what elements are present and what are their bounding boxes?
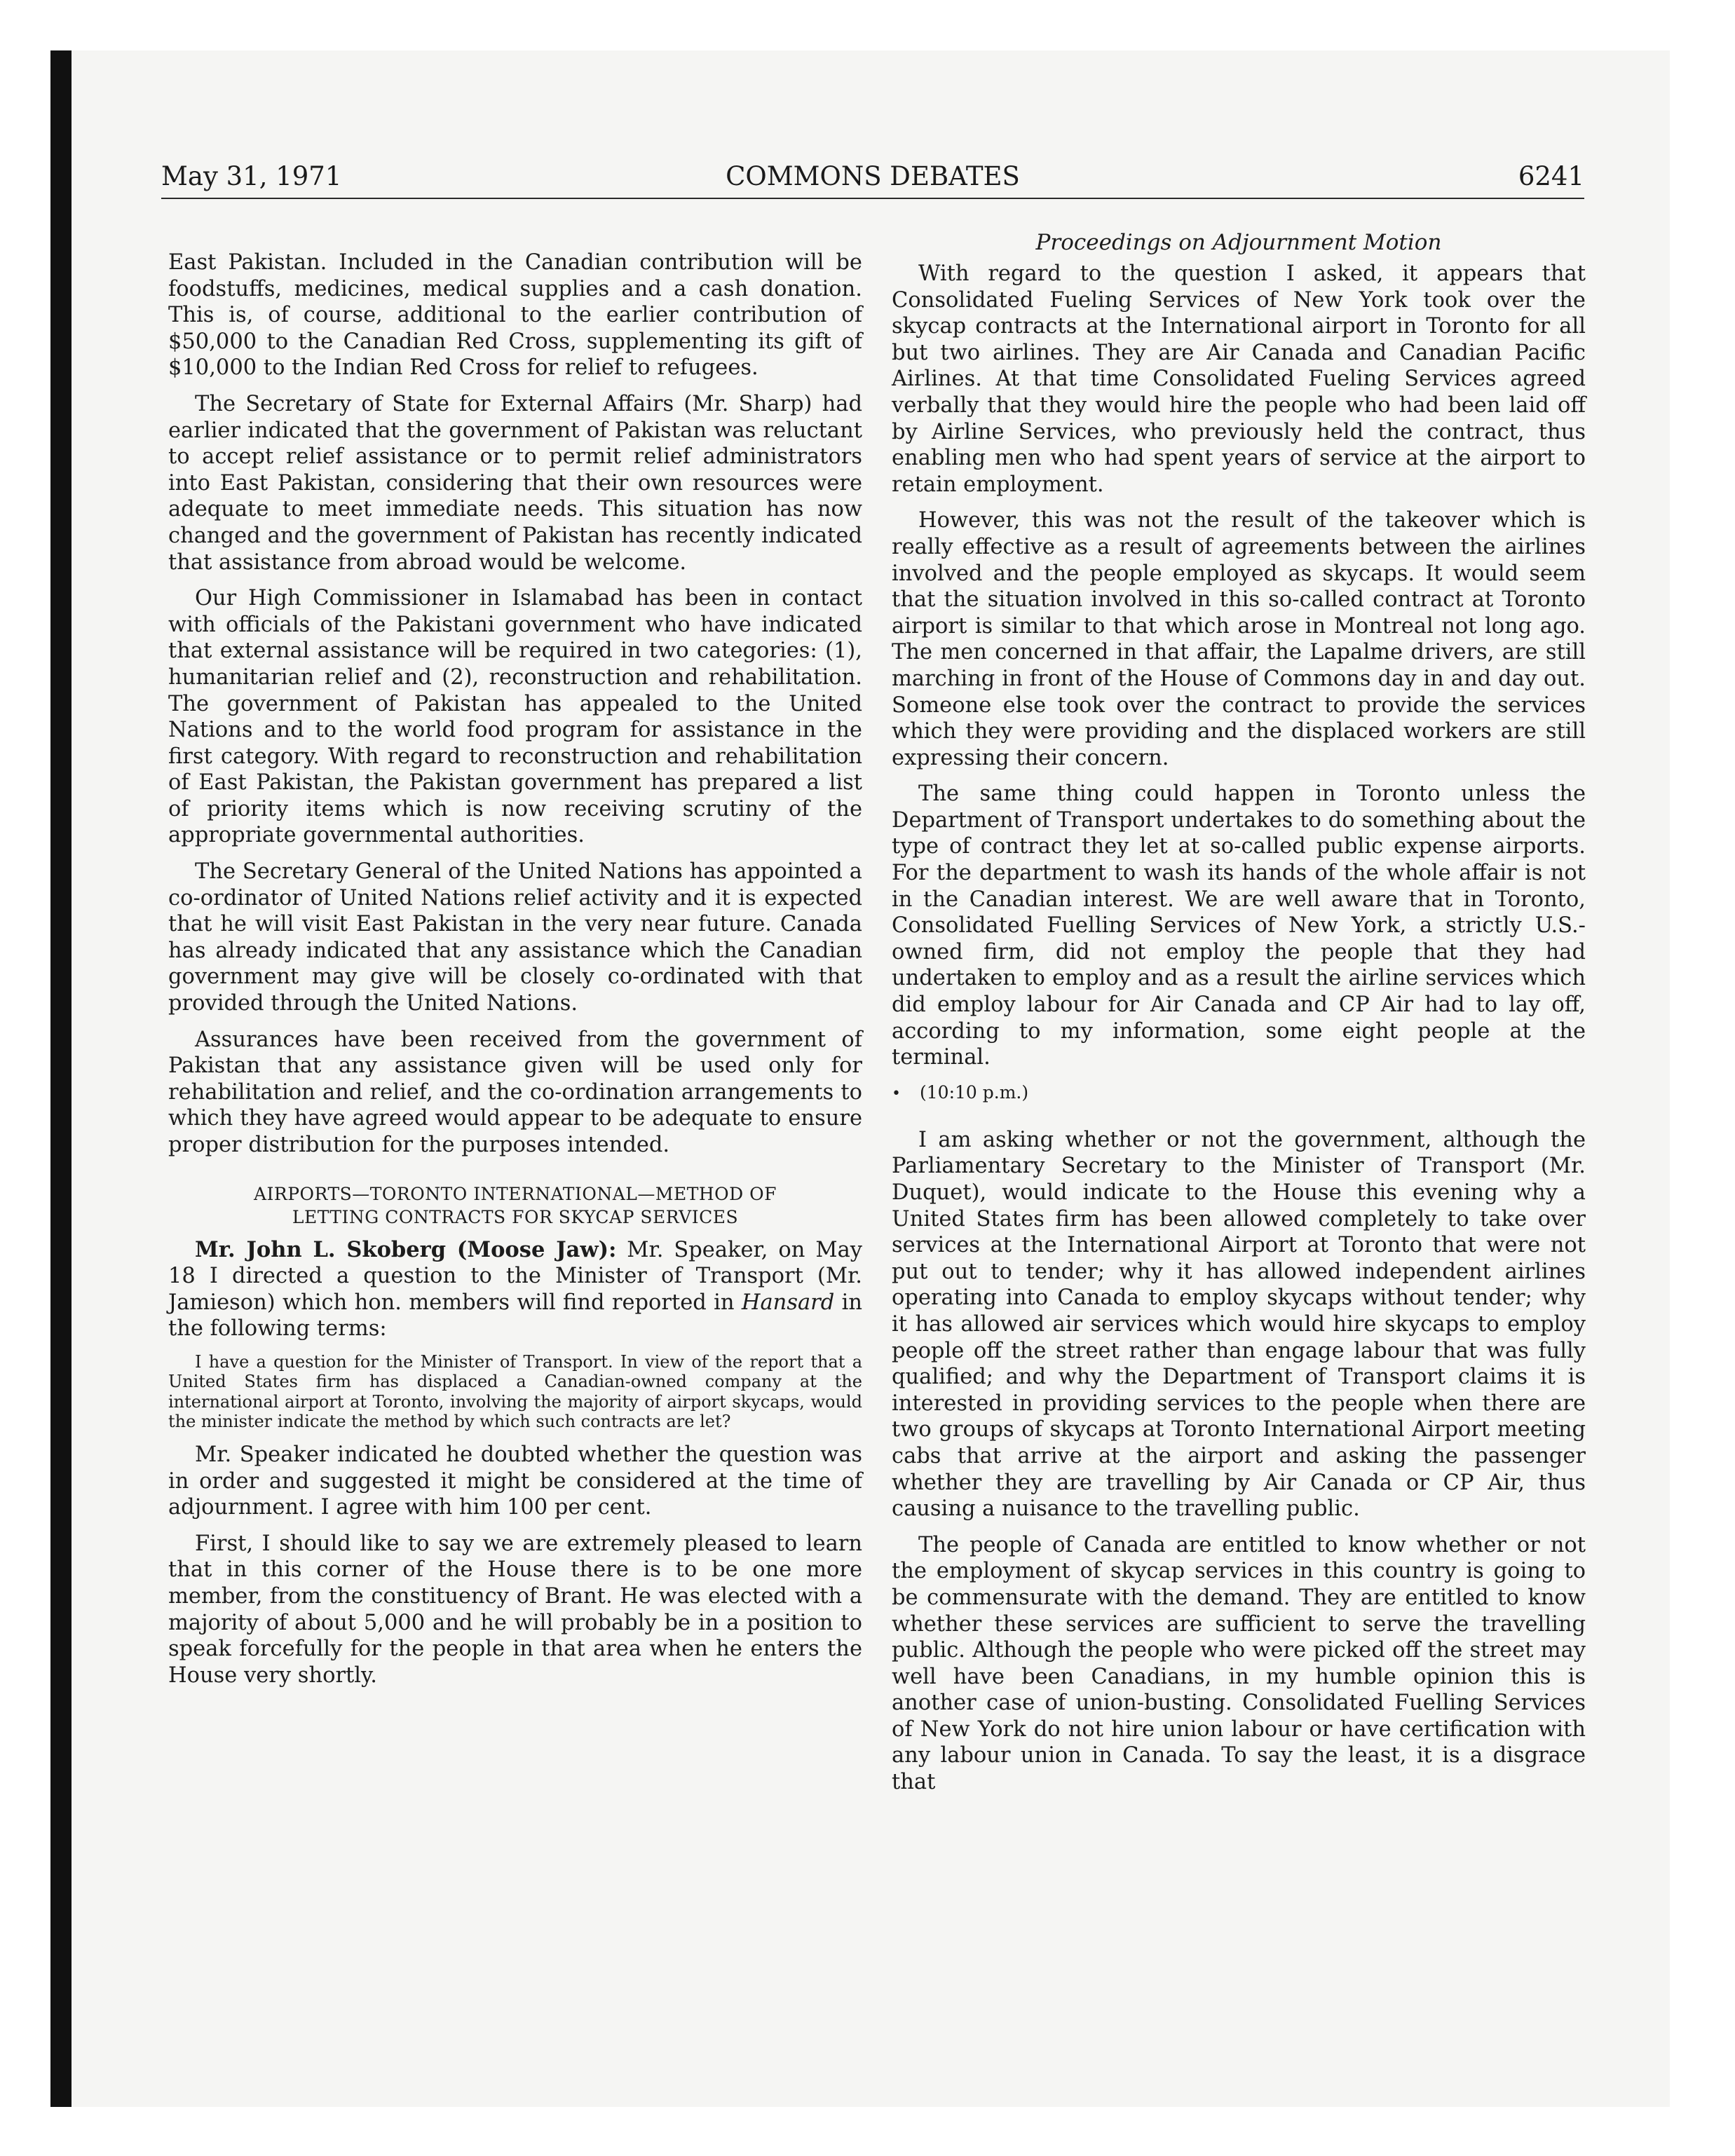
scan-binding-edge — [50, 50, 72, 2107]
paragraph: Assurances have been received from the government of Pakistan that any assistance given will be used only for rehabilitation and relief, and the co-ordination arrangements to which they have agreed would appear to be adequate to ensure proper distribution for the purposes intended. — [168, 1027, 862, 1157]
running-head: Proceedings on Adjournment Motion — [1035, 230, 1442, 255]
section-heading-line: LETTING CONTRACTS FOR SKYCAP SERVICES — [292, 1206, 739, 1227]
section-heading — [168, 1182, 862, 1229]
paragraph: The same thing could happen in Toronto unless the Department of Transport undertakes to do something about the type of contract they let at so-called public expense airports. For the department to wash its hands of the whole affair is not in the Canadian interest. We are well aware that in Toronto, Consolidated Fuelling Services of New York, a strictly U.S.-owned firm, did not employ the people that they had undertaken to employ and as a result the airline services which did employ labour for Air Canada and CP Air had to lay off, according to my information, some eight people at the terminal. — [892, 782, 1586, 1070]
paragraph: With regard to the question I asked, it appears that Consolidated Fueling Services of New York took over the skycap contracts at the International airport in Toronto for all but two airlines. They are Air Canada and Canadian Pacific Airlines. At that time Consolidated Fueling Services agreed verbally that they would hire the people who had been laid off by Airline Services, who previously held the contract, thus enabling men who had spent years of service at the airport to retain employment. — [892, 261, 1586, 497]
left-column — [168, 250, 862, 1698]
paragraph: The people of Canada are entitled to know whether or not the employment of skycap services in this country is going to be commensurate with the demand. They are entitled to know whether these services are sufficient to serve the travelling public. Although the people who were picked off the street may well have been Canadians, in my humble opinion this is another case of union-busting. Consolidated Fuelling Services of New York do not hire union labour or have certification with any labour union in Canada. To say the least, it is a disgrace that — [892, 1532, 1586, 1795]
time-stamp-text: (10:10 p.m.) — [920, 1082, 1029, 1103]
paragraph: Mr. Speaker indicated he doubted whether the question was in order and suggested it might be considered at the time of adjournment. I agree with him 100 per cent. — [168, 1442, 862, 1520]
speech-text-end: in the following terms: — [168, 1290, 863, 1342]
paragraph: East Pakistan. Included in the Canadian contribution will be foodstuffs, medicines, medical supplies and a cash donation. This is, of course, additional to the earlier contribution of $50,000 to the Canadian Red Cross, supplementing its gift of $10,000 to the Indian Red Cross for relief to refugees. — [168, 250, 862, 381]
header-date: May 31, 1971 — [161, 161, 342, 191]
paragraph: The Secretary of State for External Affairs (Mr. Sharp) had earlier indicated that the government of Pakistan was reluctant to accept relief assistance or to permit relief administrators into East Pakistan, considering that their own resources were adequate to meet immediate needs. This situation has now changed and the government of Pakistan has recently indicated that assistance from abroad would be welcome. — [168, 391, 862, 575]
paragraph: First, I should like to say we are extremely pleased to learn that in this corner of the House there is to be one more member, from the constituency of Brant. He was elected with a majority of about 5,000 and he will probably be in a position to speak forcefully for the people in that area when he enters the House very shortly. — [168, 1531, 862, 1688]
section-heading-line: AIRPORTS—TORONTO INTERNATIONAL—METHOD OF — [253, 1183, 777, 1204]
paragraph: Our High Commissioner in Islamabad has been in contact with officials of the Pakistani government who have indicated that external assistance will be required in two categories: (1), humanitarian relief and (2), reconstruction and rehabilitation. The government of Pakistan has appealed to the United Nations and to the world food program for assistance in the first category. With regard to reconstruction and rehabilitation of East Pakistan, the Pakistan government has prepared a list of priority items which is now receiving scrutiny of the appropriate governmental authorities. — [168, 586, 862, 848]
speaker-name: Mr. John L. Skoberg (Moose Jaw): — [195, 1236, 617, 1262]
paragraph: However, this was not the result of the takeover which is really effective as a result of agreements between the airlines involved and the people employed as skycaps. It would seem that the situation involved in this so-called contract at Toronto airport is similar to that which arose in Montreal not long ago. The men concerned in that affair, the Lapalme drivers, are still marching in front of the House of Commons day in and day out. Someone else took over the contract to provide the services which they were providing and the displaced workers are still expressing their concern. — [892, 508, 1586, 770]
header-title: COMMONS DEBATES — [726, 161, 1020, 191]
bullet-icon: • — [892, 1084, 901, 1103]
right-column — [892, 228, 1586, 1806]
paragraph: The Secretary General of the United Nations has appointed a co-ordinator of United Nations relief activity and it is expected that he will visit East Pakistan in the very near future. Canada has already indicated that any assistance which the Canadian government may give will be closely co-ordinated with that provided through the United Nations. — [168, 859, 862, 1016]
speech-text: Mr. Speaker, on May 18 I directed a question to the Minister of Transport (Mr. Jamieson) which hon. members will find reported in — [168, 1237, 862, 1315]
time-stamp — [892, 1081, 1586, 1106]
page-header — [161, 153, 1584, 193]
paragraph: I am asking whether or not the government, although the Parliamentary Secretary to the Minister of Transport (Mr. Duquet), would indicate to the House this evening why a United States firm has been allowed completely to take over services at the International Airport at Toronto that were not put out to tender; why it has allowed independent airlines operating into Canada to employ skycaps without tender; why it has allowed air services which would hire skycaps to employ people off the street rather than engage labour that was fully qualified; and why the Department of Transport claims it is interested in providing services to the people when there are two groups of skycaps at Toronto International Airport meeting cabs that arrive at the airport and asking the passenger whether they are travelling by Air Canada or CP Air, thus causing a nuisance to the travelling public. — [892, 1127, 1586, 1522]
header-rule — [161, 198, 1584, 199]
quoted-question: I have a question for the Minister of Transport. In view of the report that a United States firm has displaced a Canadian-owned company at the international airport at Toronto, involving the majority of airport skycaps, would the minister indicate the method by which such contracts are let? — [168, 1351, 862, 1432]
speech-paragraph — [168, 1237, 862, 1342]
hansard-reference: Hansard — [741, 1290, 835, 1315]
header-page-number: 6241 — [1518, 161, 1584, 191]
